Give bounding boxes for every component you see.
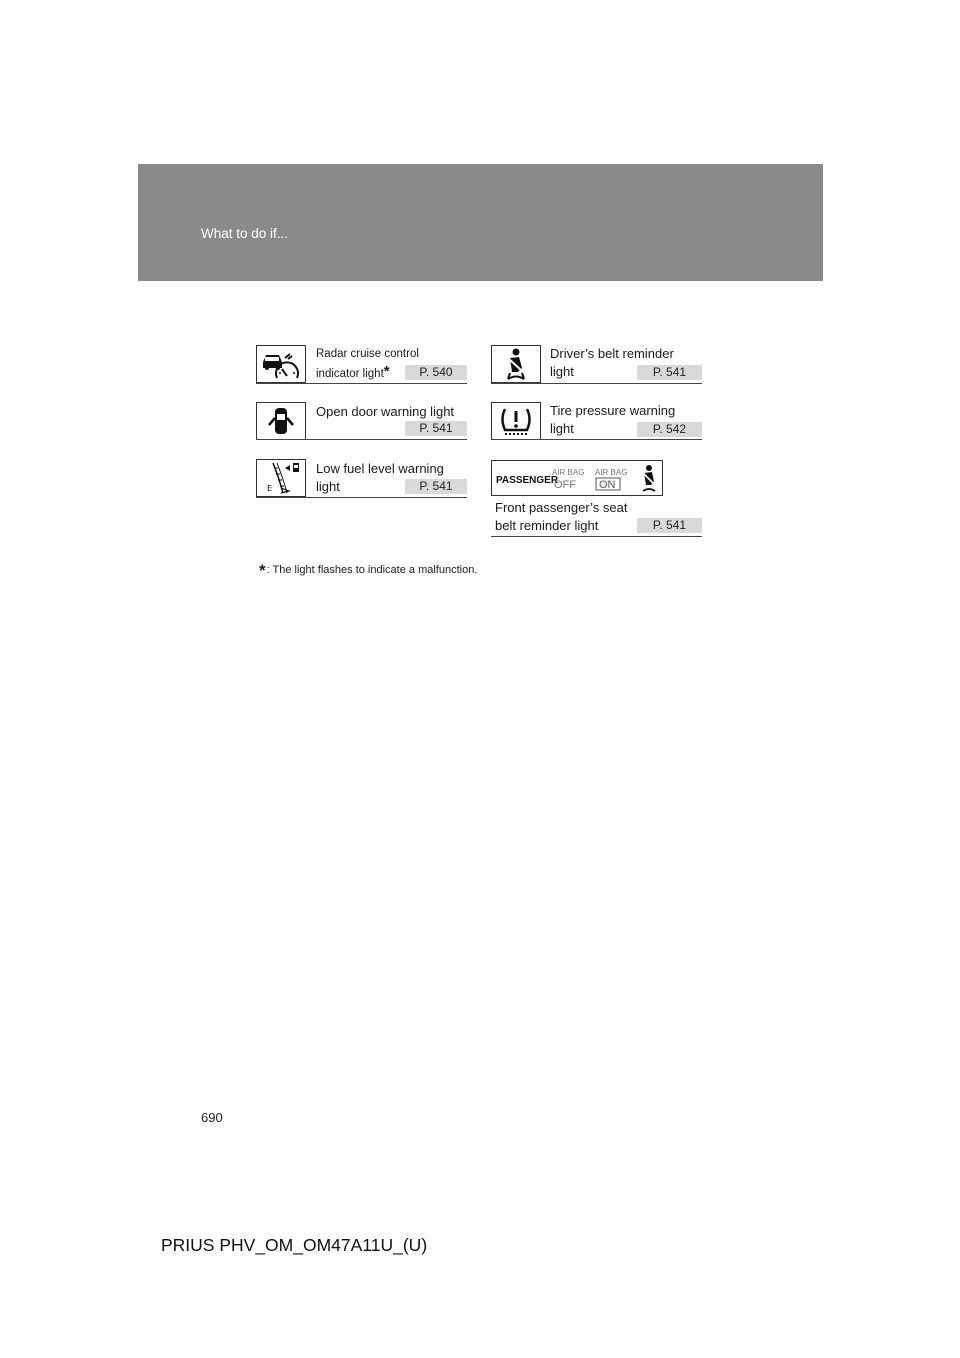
- driver-belt-page-ref[interactable]: P. 541: [637, 365, 702, 380]
- header-title: What to do if...: [201, 226, 289, 241]
- passenger-belt-label-line2: belt reminder light: [495, 518, 599, 533]
- divider: [256, 383, 467, 384]
- low-fuel-page-ref[interactable]: P. 541: [405, 479, 467, 494]
- svg-text:E: E: [267, 484, 273, 493]
- low-fuel-label-line2: light: [316, 479, 340, 494]
- divider: [256, 497, 467, 498]
- footnote-star-marker: *: [383, 363, 390, 380]
- entry-low-fuel: [256, 459, 467, 499]
- passenger-airbag-panel: [491, 460, 663, 496]
- divider: [491, 383, 702, 384]
- passenger-belt-page-ref[interactable]: P. 541: [637, 518, 702, 533]
- entry-passenger-belt: [491, 499, 702, 539]
- radar-label-line1: Radar cruise control: [316, 348, 419, 360]
- airbag-on-text: ON: [599, 479, 616, 491]
- entry-radar-cruise: [256, 345, 467, 385]
- passenger-seatbelt-icon: [643, 465, 655, 491]
- tire-page-ref[interactable]: P. 542: [637, 422, 702, 437]
- entry-open-door: [256, 402, 467, 442]
- radar-page-ref[interactable]: P. 540: [405, 365, 467, 380]
- airbag-off-caption: AIR BAG: [552, 468, 585, 477]
- divider: [491, 439, 702, 440]
- driver-belt-label-line1: Driver’s belt reminder: [550, 346, 674, 361]
- open-door-label: Open door warning light: [316, 404, 455, 419]
- document-code: PRIUS PHV_OM_OM47A11U_(U): [161, 1235, 428, 1255]
- seatbelt-icon: [491, 345, 541, 383]
- footnote-star: *: [259, 561, 266, 580]
- low-fuel-label-line1: Low fuel level warning: [316, 461, 444, 476]
- entry-tire-pressure: [491, 402, 702, 442]
- tire-label-line2: light: [550, 421, 574, 436]
- tire-label-line1: Tire pressure warning: [550, 403, 676, 418]
- airbag-off-text: OFF: [554, 479, 576, 491]
- entry-driver-belt: [491, 345, 702, 385]
- page-header: [138, 164, 823, 281]
- tire-pressure-icon: [491, 402, 541, 440]
- radar-cruise-icon: [256, 345, 306, 383]
- divider: [256, 439, 467, 440]
- page-number: 690: [201, 1110, 223, 1125]
- passenger-text: PASSENGER: [496, 475, 559, 486]
- divider: [491, 536, 702, 537]
- fuel-gauge-icon: [256, 459, 306, 497]
- airbag-on-caption: AIR BAG: [595, 468, 628, 477]
- driver-belt-label-line2: light: [550, 364, 574, 379]
- passenger-belt-label-line1: Front passenger’s seat: [495, 500, 628, 515]
- footnote: [259, 561, 477, 581]
- open-door-page-ref[interactable]: P. 541: [405, 421, 467, 436]
- footnote-text: : The light flashes to indicate a malfunction.: [266, 564, 478, 576]
- open-door-icon: [256, 402, 306, 440]
- radar-label-line2: indicator light*: [316, 363, 390, 380]
